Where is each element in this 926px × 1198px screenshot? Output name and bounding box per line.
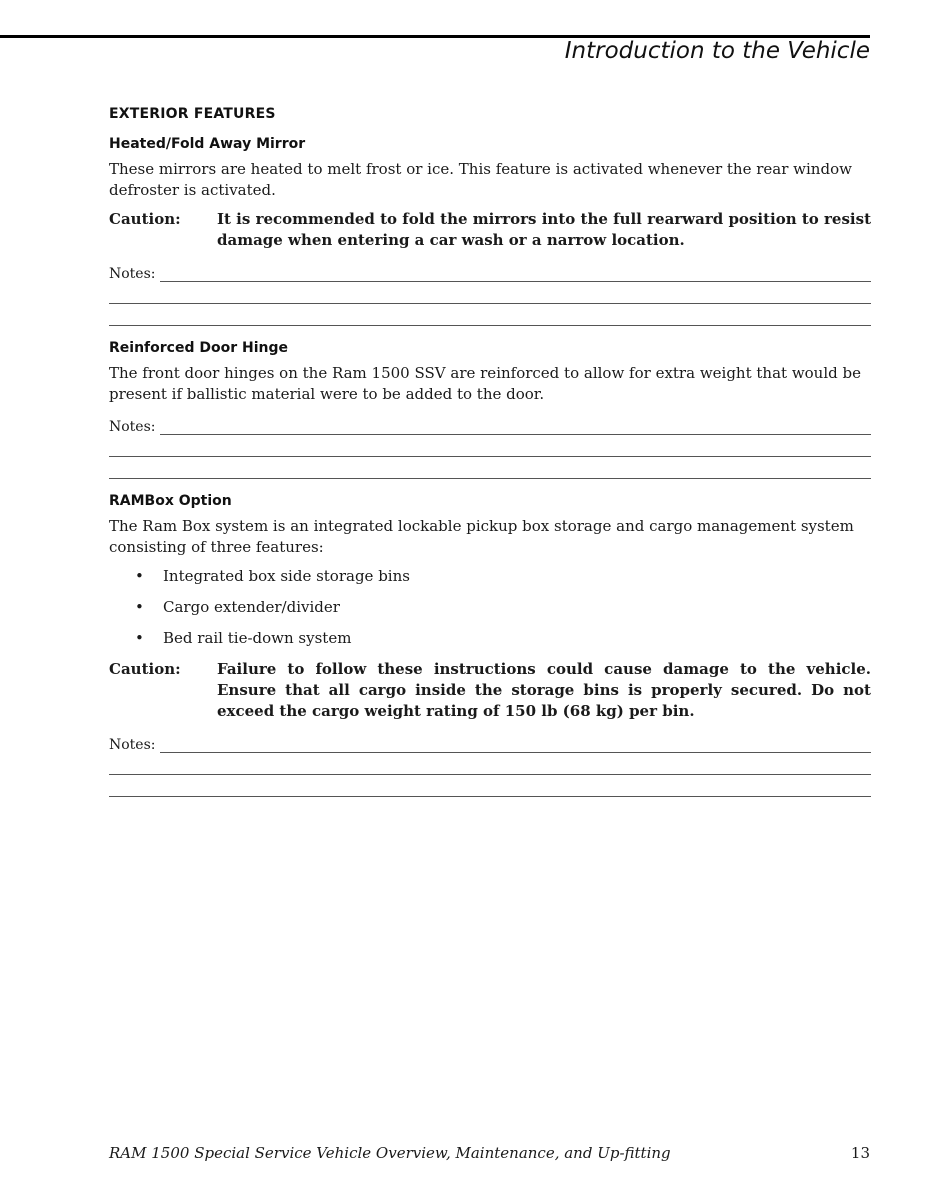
list-item-text: Cargo extender/divider (163, 598, 340, 616)
notes-line (109, 311, 871, 326)
list-item (109, 597, 871, 618)
heading-rambox: RAMBox Option (109, 493, 232, 509)
notes-line (109, 782, 871, 797)
page-number: 13 (850, 1144, 870, 1162)
section-door-hinge (109, 340, 871, 479)
paragraph-door-hinge: The front door hinges on the Ram 1500 SSV are reinforced to allow for extra weight that would be present if ballistic material were to be added to the door. (109, 364, 861, 403)
list-item (109, 628, 871, 649)
caution-label: Caution: (109, 210, 181, 228)
notes-line (109, 464, 871, 479)
paragraph-heated-mirror: These mirrors are heated to melt frost or ice. This feature is activated whenever the rear window defroster is activated. (109, 160, 852, 199)
bullet-icon: • (135, 629, 144, 647)
caution-label: Caution: (109, 660, 181, 678)
heading-heated-mirror: Heated/Fold Away Mirror (109, 136, 306, 152)
list-item-text: Integrated box side storage bins (163, 567, 410, 585)
notes-block (109, 260, 871, 326)
caution-text: Failure to follow these instructions could cause damage to the vehicle. Ensure that all cargo inside the storage bins is properly secured. Do not exceed the cargo weight rating of 150 lb (68 kg) per bin. (217, 660, 871, 720)
page-header-title: Introduction to the Vehicle (564, 38, 870, 64)
notes-line (109, 289, 871, 304)
section-heated-mirror (109, 136, 871, 326)
feature-list (109, 566, 871, 649)
paragraph-rambox: The Ram Box system is an integrated lockable pickup box storage and cargo management system consisting of three features: (109, 517, 854, 556)
notes-label: Notes: (109, 266, 156, 282)
caution-block (109, 659, 871, 722)
page-footer (109, 1144, 870, 1162)
notes-line (160, 267, 872, 282)
footer-title: RAM 1500 Special Service Vehicle Overview, Maintenance, and Up-fitting (109, 1144, 671, 1162)
notes-label: Notes: (109, 737, 156, 753)
notes-block (109, 731, 871, 797)
notes-block (109, 413, 871, 479)
page-content (109, 106, 871, 811)
notes-label: Notes: (109, 419, 156, 435)
bullet-icon: • (135, 567, 144, 585)
notes-line (160, 420, 872, 435)
heading-door-hinge: Reinforced Door Hinge (109, 340, 288, 356)
list-item-text: Bed rail tie-down system (163, 629, 352, 647)
notes-line (160, 738, 872, 753)
section-rambox (109, 493, 871, 797)
bullet-icon: • (135, 598, 144, 616)
section-title: EXTERIOR FEATURES (109, 106, 276, 122)
list-item (109, 566, 871, 587)
caution-block (109, 209, 871, 251)
notes-line (109, 442, 871, 457)
notes-line (109, 760, 871, 775)
caution-text: It is recommended to fold the mirrors into the full rearward position to resist damage when entering a car wash or a narrow location. (217, 210, 871, 249)
